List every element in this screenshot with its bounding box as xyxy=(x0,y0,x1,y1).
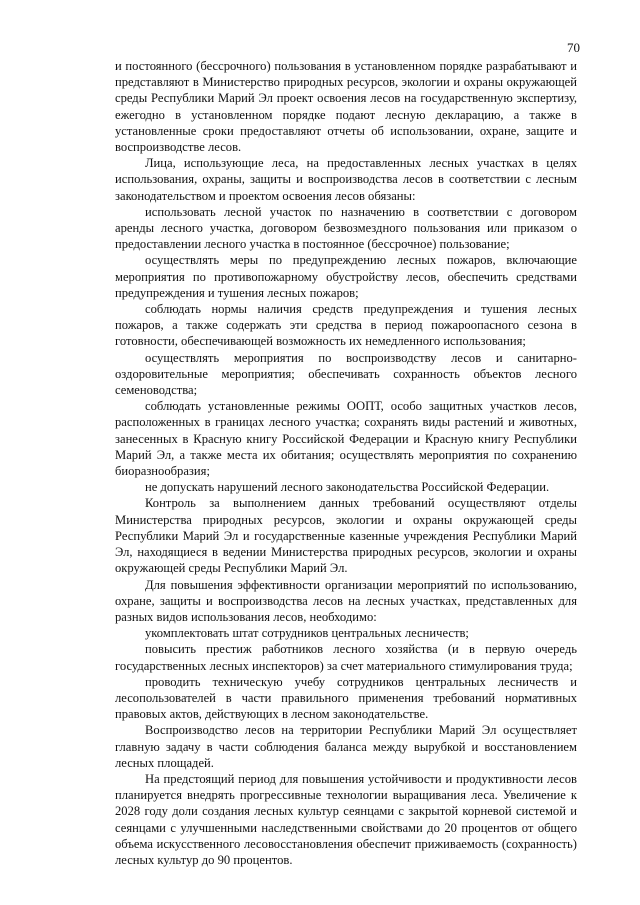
paragraph: На предстоящий период для повышения устойчивости и продуктивности лесов планируется внедрять прогрессивные технологии выращивания леса. Увеличение к 2028 году доли создания лесных культур сеянцами с закрытой корневой системой и сеянцами с улучшенными наследственными свойствами до 20 процентов от общего объема искусственного лесовосстановления обеспечит приживаемость (сохранность) лесных культур до 90 процентов. xyxy=(115,771,577,867)
paragraph: Воспроизводство лесов на территории Республики Марий Эл осуществляет главную задачу в части соблюдения баланса между вырубкой и восстановлением лесных площадей. xyxy=(115,723,577,770)
paragraph: соблюдать установленные режимы ООПТ, особо защитных участков лесов, расположенных в границах лесного участка; сохранять виды растений и животных, занесенных в Красную книгу Российской Федерации и Красную книгу Республики Марий Эл, а также места их обитания; осуществлять мероприятия по сохранению биоразнообразия; xyxy=(115,399,577,479)
paragraph: повысить престиж работников лесного хозяйства (и в первую очередь государственных лесных инспекторов) за счет материального стимулирования труда; xyxy=(115,642,577,673)
paragraph: и постоянного (бессрочного) пользования в установленном порядке разрабатывают и представляют в Министерство природных ресурсов, экологии и охраны окружающей среды Республики Марий Эл проект освоения лесов на государственную экспертизу, ежегодно в установленном порядке подают лесную декларацию, а также в установленные сроки предоставляют отчеты об использовании, охране, защите и воспроизводстве лесов. xyxy=(115,59,577,155)
paragraph: осуществлять мероприятия по воспроизводству лесов и санитарно-оздоровительные мероприятия; обеспечивать сохранность объектов лесного семеноводства; xyxy=(115,350,577,398)
paragraph: проводить техническую учебу сотрудников центральных лесничеств и лесопользователей в части правильного применения требований нормативных правовых актов, действующих в лесном законодательстве. xyxy=(115,674,577,722)
paragraph: не допускать нарушений лесного законодательства Российской Федерации. xyxy=(145,480,550,495)
paragraph: Лица, использующие леса, на предоставленных лесных участках в целях использования, охраны, защиты и воспроизводства лесов в соответствии с лесным законодательством и проектом освоения лесов обязаны: xyxy=(115,156,577,203)
paragraph: осуществлять меры по предупреждению лесных пожаров, включающие мероприятия по противопожарному обустройству лесов, обеспечить средствами предупреждения и тушения лесных пожаров; xyxy=(115,253,577,300)
document-body xyxy=(115,58,577,868)
paragraph: Контроль за выполнением данных требований осуществляют отделы Министерства природных ресурсов, экологии и охраны окружающей среды Республики Марий Эл и государственные казенные учреждения Республики Марий Эл, находящиеся в ведении Министерства природных ресурсов, экологии и охраны окружающей среды Республики Марий Эл. xyxy=(115,496,577,576)
paragraph: соблюдать нормы наличия средств предупреждения и тушения лесных пожаров, а также содержать эти средства в период пожароопасного сезона в готовности, обеспечивающей возможность их немедленного использования; xyxy=(115,302,577,349)
paragraph: использовать лесной участок по назначению в соответствии с договором аренды лесного участка, договором безвозмездного пользования или приказом о предоставлении лесного участка в постоянное (бессрочное) пользование; xyxy=(115,204,577,252)
paragraph: Для повышения эффективности организации мероприятий по использованию, охране, защиты и воспроизводства лесов на лесных участках, представленных для разных видов использования лесов, необходимо: xyxy=(115,577,577,624)
page-number: 70 xyxy=(567,40,580,55)
paragraph: укомплектовать штат сотрудников центральных лесничеств; xyxy=(145,626,469,641)
